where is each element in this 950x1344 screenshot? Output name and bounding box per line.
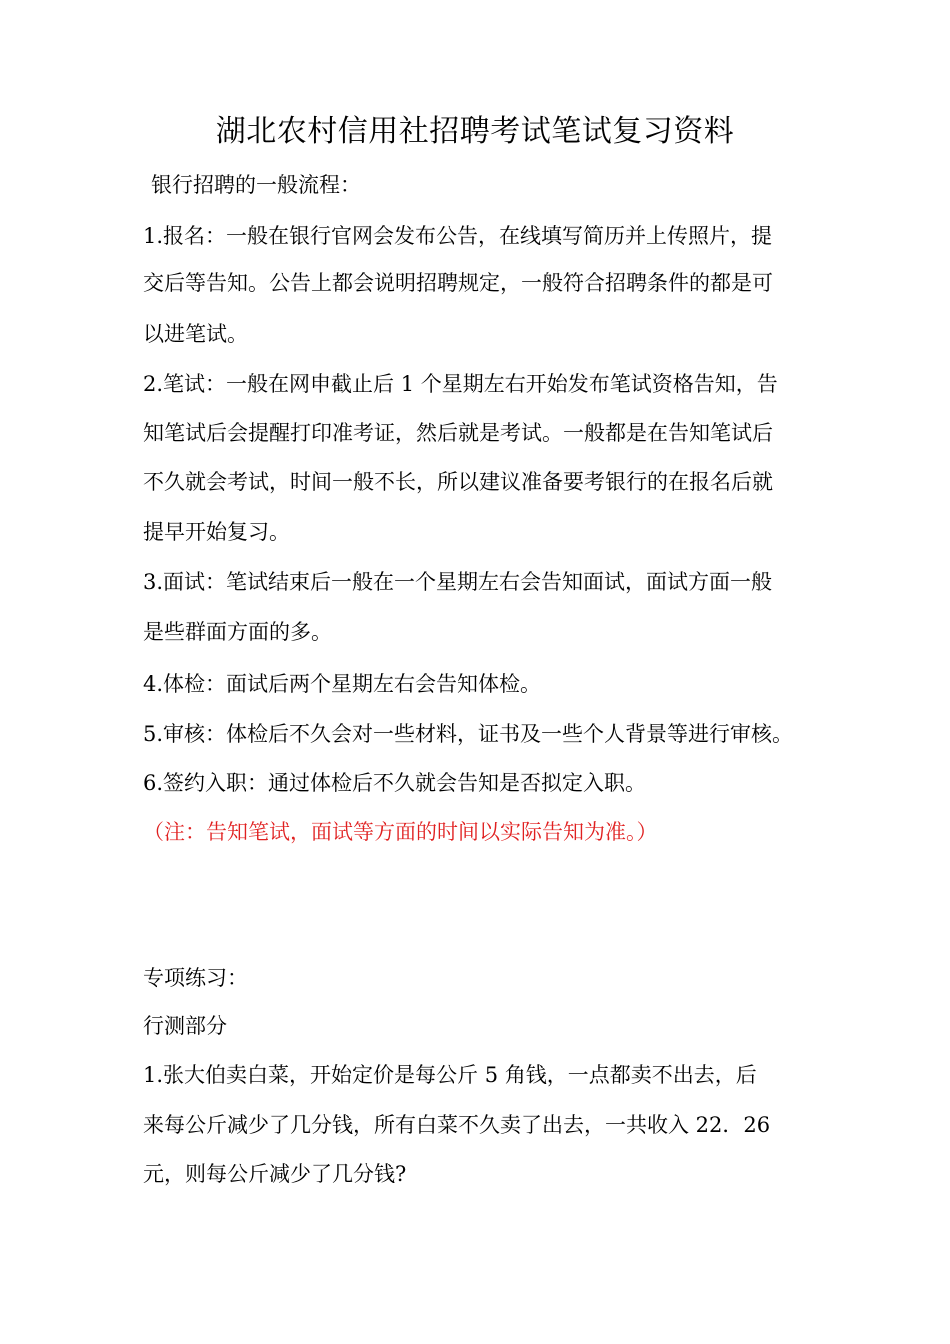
step-3-line-1: 3.面试：笔试结束后一般在一个星期左右会告知面试，面试方面一般 [143,570,773,594]
question-1-line-3: 元，则每公斤减少了几分钱? [143,1162,407,1186]
step-1-line-2: 交后等告知。公告上都会说明招聘规定，一般符合招聘条件的都是可 [143,271,773,295]
step-5-line: 5.审核：体检后不久会对一些材料，证书及一些个人背景等进行审核。 [143,722,794,746]
practice-section-label: 行测部分 [143,1014,227,1038]
step-2-line-4: 提早开始复习。 [143,520,290,544]
step-2-line-1: 2.笔试：一般在网申截止后 1 个星期左右开始发布笔试资格告知，告 [143,372,778,396]
timing-note: （注：告知笔试，面试等方面的时间以实际告知为准。） [143,820,658,844]
step-2-line-2: 知笔试后会提醒打印准考证，然后就是考试。一般都是在告知笔试后 [143,421,773,445]
step-2-line-3: 不久就会考试，时间一般不长，所以建议准备要考银行的在报名后就 [143,470,773,494]
step-1-line-3: 以进笔试。 [143,322,248,346]
step-1-line-1: 1.报名：一般在银行官网会发布公告，在线填写简历并上传照片，提 [143,224,773,248]
question-1-line-1: 1.张大伯卖白菜，开始定价是每公斤 5 角钱，一点都卖不出去，后 [143,1063,757,1087]
question-1-line-2: 来每公斤减少了几分钱，所有白菜不久卖了出去，一共收入 22．26 [143,1113,771,1137]
intro-line: 银行招聘的一般流程： [151,173,361,197]
step-4-line: 4.体检：面试后两个星期左右会告知体检。 [143,672,542,696]
document-title: 湖北农村信用社招聘考试笔试复习资料 [215,114,735,149]
step-3-line-2: 是些群面方面的多。 [143,620,332,644]
step-6-line: 6.签约入职：通过体检后不久就会告知是否拟定入职。 [143,771,647,795]
practice-heading: 专项练习： [143,966,248,990]
